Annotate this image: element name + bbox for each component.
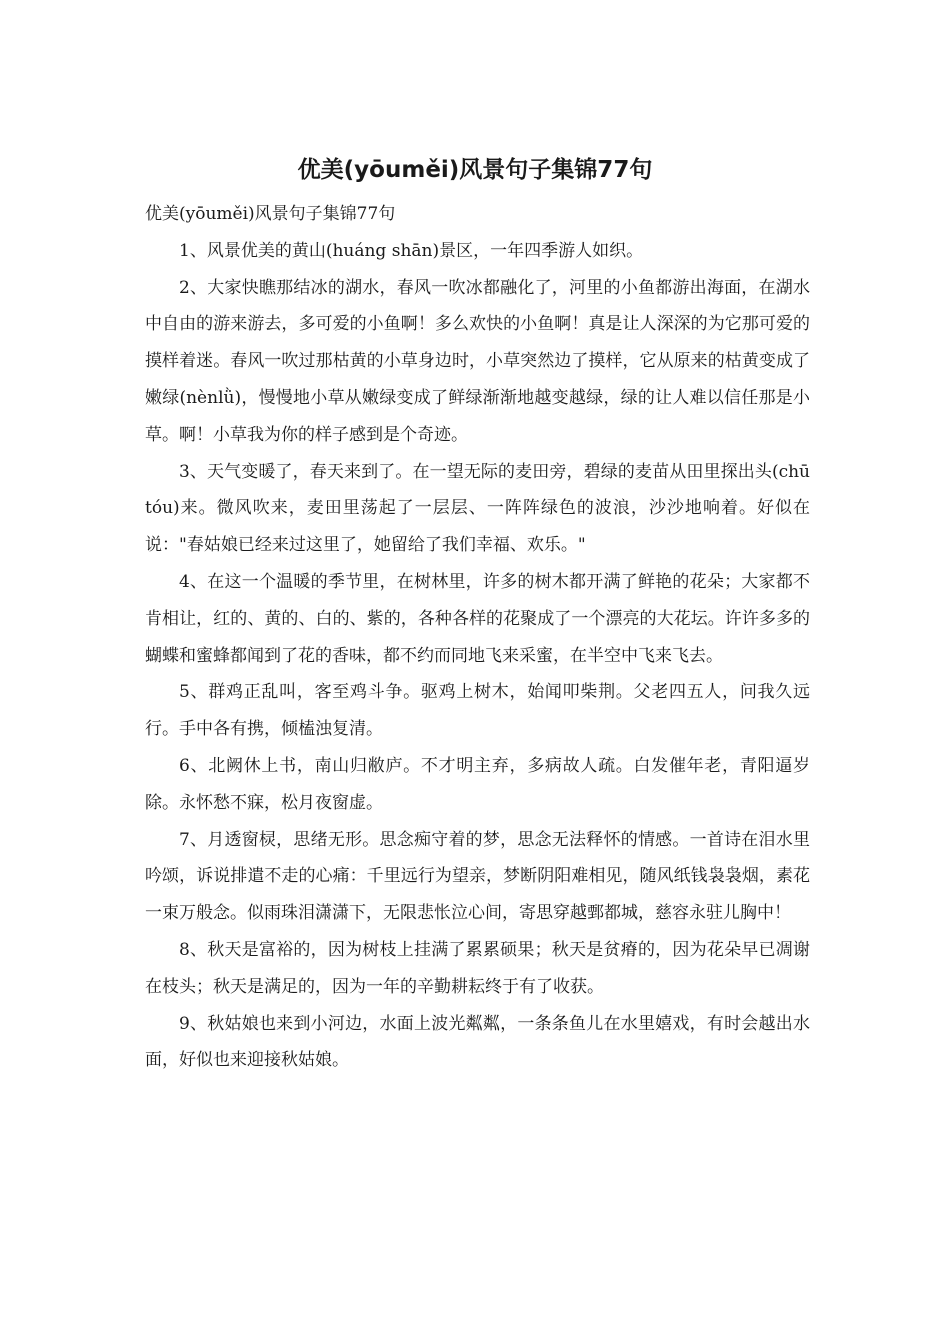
paragraph-7: 7、月透窗棂，思绪无形。思念痴守着的梦，思念无法释怀的情感。一首诗在泪水里吟颂，诉说排遣不走的心痛：千里远行为望亲，梦断阴阳难相见，随风纸钱袅袅烟，素花一束万般念。似雨珠泪潇潇下，无限悲怅泣心间，寄思穿越鄄都城，慈容永驻儿胸中！	[145, 829, 810, 924]
document-body	[145, 196, 810, 1079]
paragraph-1: 1、风景优美的黄山(huáng shān)景区，一年四季游人如织。	[179, 240, 644, 261]
document-subtitle: 优美(yōuměi)风景句子集锦77句	[145, 204, 396, 224]
paragraph-8: 8、秋天是富裕的，因为树枝上挂满了累累硕果；秋天是贫瘠的，因为花朵早已凋谢在枝头；秋天是满足的，因为一年的辛勤耕耘终于有了收获。	[145, 939, 810, 997]
paragraph-6: 6、北阙休上书，南山归敝庐。不才明主弃，多病故人疏。白发催年老，青阳逼岁除。永怀愁不寐，松月夜窗虚。	[145, 755, 810, 813]
document-title: 优美(yōuměi)风景句子集锦77句	[297, 157, 653, 183]
paragraph-3: 3、天气变暖了，春天来到了。在一望无际的麦田旁，碧绿的麦苗从田里探出头(chū tóu)来。微风吹来，麦田里荡起了一层层、一阵阵绿色的波浪，沙沙地响着。好似在说："春姑娘已经来过这里了，她留给了我们幸福、欢乐。"	[145, 461, 810, 556]
paragraph-9: 9、秋姑娘也来到小河边，水面上波光粼粼，一条条鱼儿在水里嬉戏，有时会越出水面，好似也来迎接秋姑娘。	[145, 1013, 810, 1071]
paragraph-4: 4、在这一个温暖的季节里，在树林里，许多的树木都开满了鲜艳的花朵；大家都不肯相让，红的、黄的、白的、紫的，各种各样的花聚成了一个漂亮的大花坛。许许多多的蝴蝶和蜜蜂都闻到了花的香味，都不约而同地飞来采蜜，在半空中飞来飞去。	[145, 571, 810, 666]
paragraph-2: 2、大家快瞧那结冰的湖水，春风一吹冰都融化了，河里的小鱼都游出海面，在湖水中自由的游来游去，多可爱的小鱼啊！多么欢快的小鱼啊！真是让人深深的为它那可爱的摸样着迷。春风一吹过那枯黄的小草身边时，小草突然边了摸样，它从原来的枯黄变成了嫩绿(nènlǜ)，慢慢地小草从嫩绿变成了鲜绿渐渐地越变越绿，绿的让人难以信任那是小草。啊！小草我为你的样子感到是个奇迹。	[145, 277, 810, 445]
paragraph-5: 5、群鸡正乱叫，客至鸡斗争。驱鸡上树木，始闻叩柴荆。父老四五人，问我久远行。手中各有携，倾榼浊复清。	[145, 682, 810, 740]
